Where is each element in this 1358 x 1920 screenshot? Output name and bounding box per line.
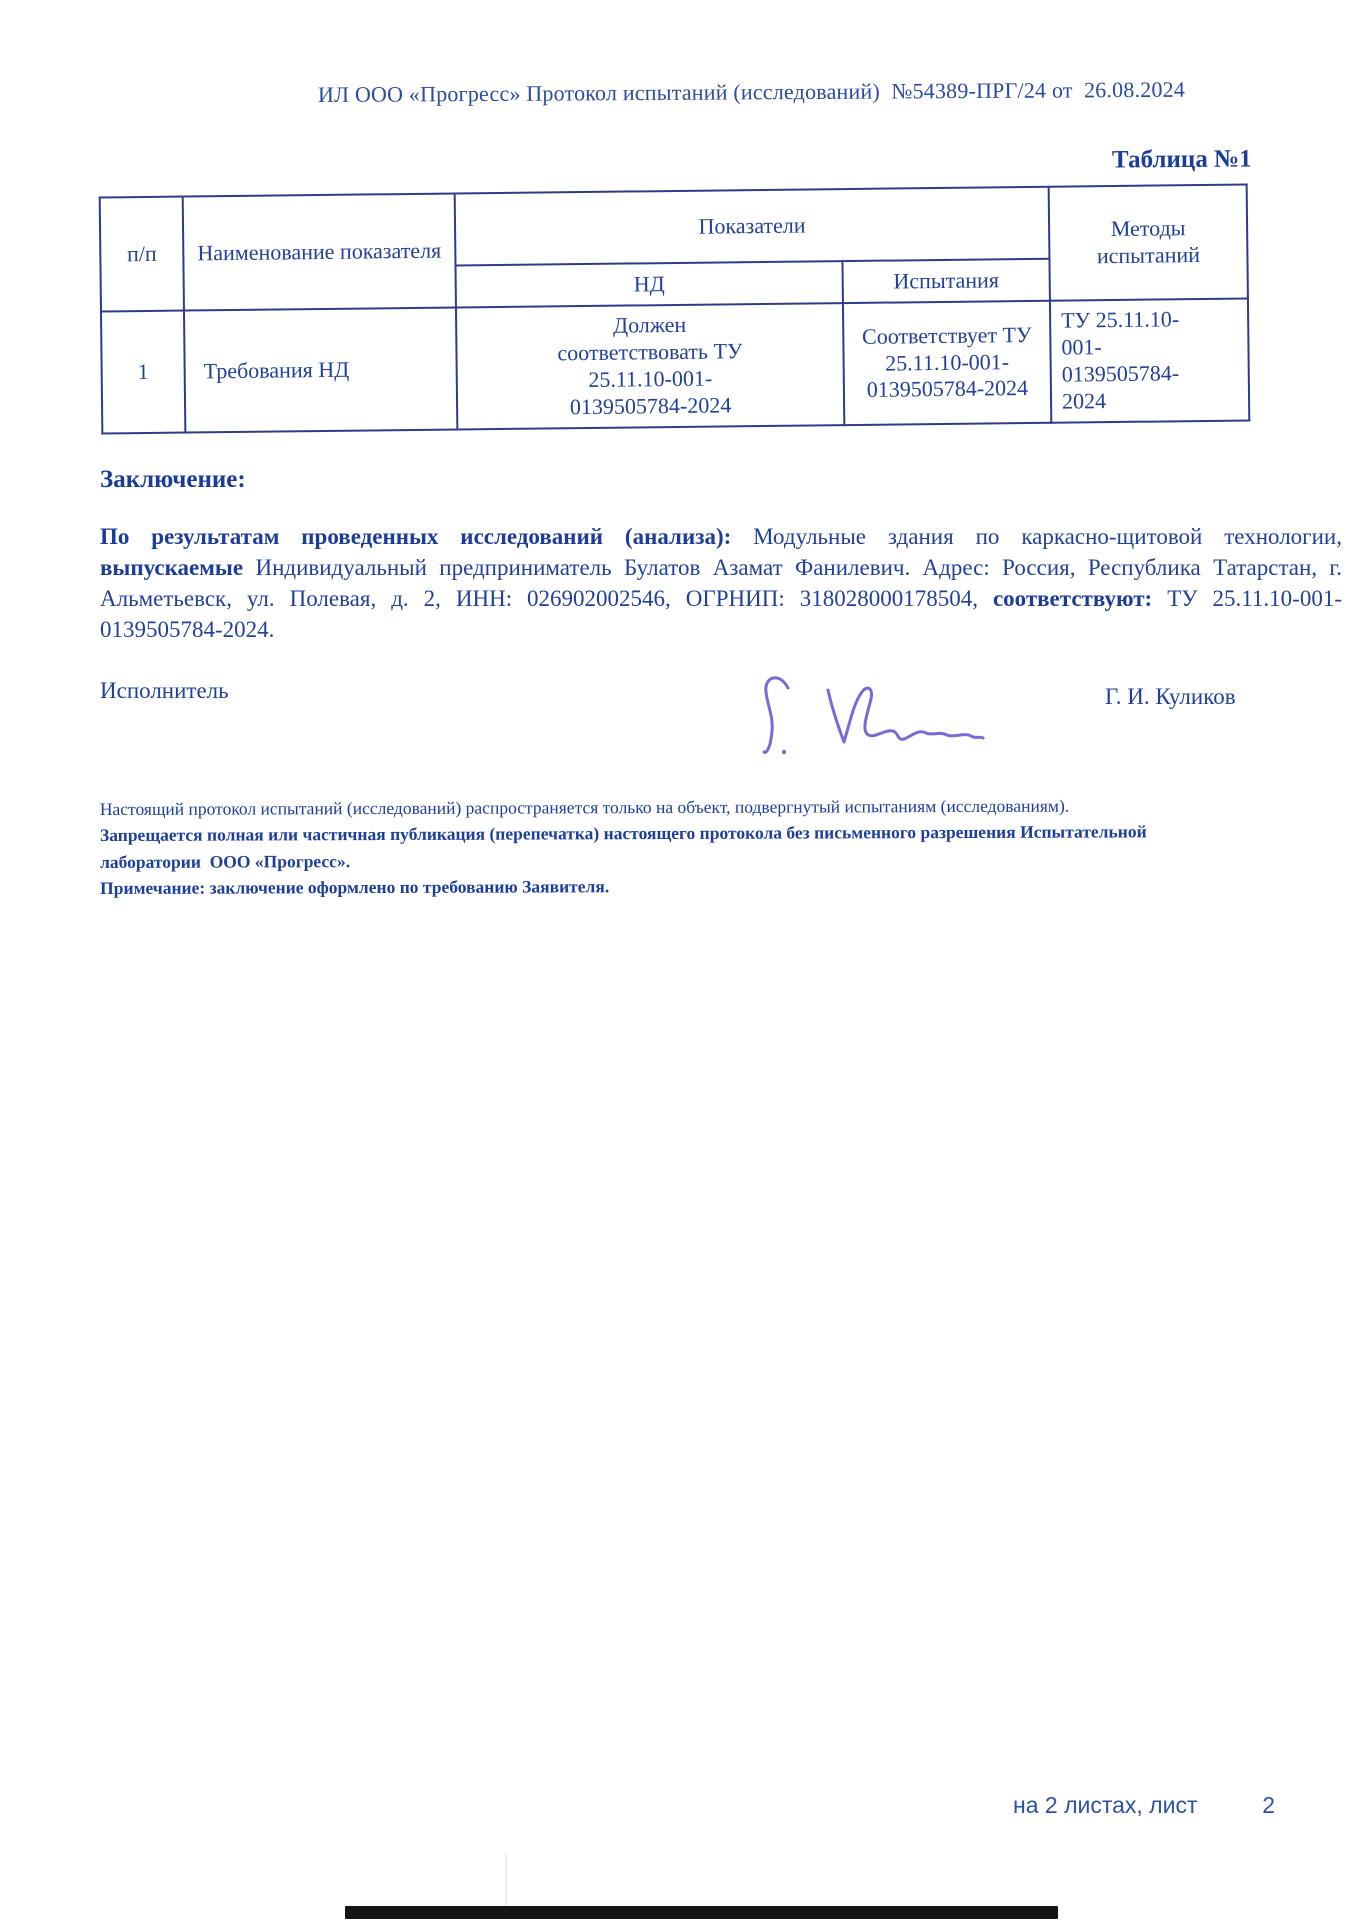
col-header-num: п/п	[100, 197, 184, 312]
document-header: ИЛ ООО «Прогресс» Протокол испытаний (исследований) №54389-ПРГ/24 от 26.08.2024	[317, 76, 1186, 107]
cell-name: Требования НД	[184, 307, 457, 432]
conclusion-paragraph: По результатам проведенных исследований (анализа): Модульные здания по каркасно-щитовой технологии, выпускаемые Индивидуальный предприниматель Булатов Азамат Фанилевич. Адрес: Россия, Республика Татарстан, г. Альметьевск, ул. Полевая, д. 2, ИНН: 026902002546, ОГРНИП: 318028000178504, соответствуют: ТУ 25.11.10-001-0139505784-2024.	[100, 524, 1343, 643]
executor-label: Исполнитель	[100, 678, 229, 703]
cell-method-value: ТУ 25.11.10- 001- 0139505784- 2024	[1050, 298, 1249, 422]
scan-artifact-bar	[345, 1906, 1058, 1919]
table-caption: Таблица №1	[1112, 145, 1253, 174]
note-scope: Настоящий протокол испытаний (исследований) распространяется только на объект, подвергнутый испытаниям (исследованиям).	[99, 795, 1070, 820]
cell-num: 1	[101, 311, 185, 434]
results-table	[99, 183, 1251, 434]
col-header-methods: Методы испытаний	[1049, 185, 1248, 301]
signature-handwriting	[750, 666, 1010, 766]
cell-test-value: Соответствует ТУ 25.11.10-001- 0139505784-2024	[843, 301, 1051, 425]
executor-row	[100, 676, 1290, 756]
footer-notes	[100, 792, 1345, 901]
note-copy-restriction: Запрещается полная или частичная публикация (перепечатка) настоящего протокола без письменного разрешения Испытательной лаборатории ООО «Прогресс».	[99, 821, 1147, 872]
sheet-info-label: на 2 листах, лист	[1013, 1792, 1198, 1818]
sheet-number: 2	[1262, 1792, 1275, 1818]
col-header-tests: Испытания	[842, 259, 1049, 303]
executor-name: Г. И. Куликов	[1105, 684, 1236, 709]
col-header-nd: НД	[455, 261, 842, 307]
cell-nd-value: Должен соответствовать ТУ 25.11.10-001- 0139505784-2024	[456, 303, 844, 429]
col-header-name: Наименование показателя	[183, 193, 456, 310]
table-row	[101, 298, 1249, 433]
col-header-indicators: Показатели	[455, 187, 1050, 266]
sheet-info	[1013, 1792, 1275, 1819]
conclusion-lead: По результатам проведенных исследований (анализа):	[100, 524, 754, 549]
scan-scratch-artifact	[505, 1853, 507, 1908]
note-remark: Примечание: заключение оформлено по требованию Заявителя.	[100, 875, 610, 898]
conclusion-heading: Заключение:	[100, 466, 246, 493]
